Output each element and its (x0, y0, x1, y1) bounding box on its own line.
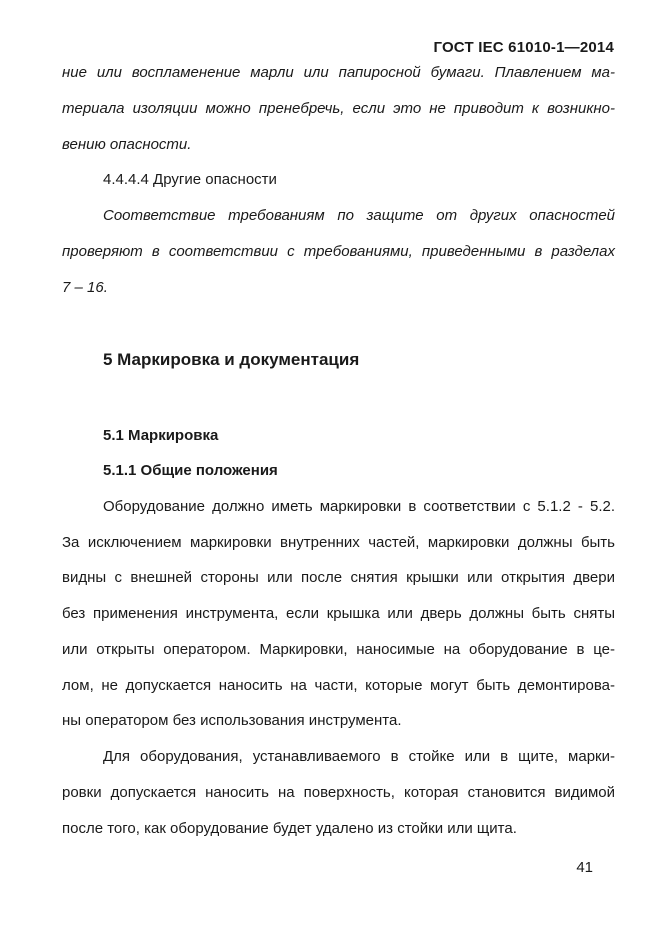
text-line: 7 – 16. (62, 279, 108, 296)
section-heading: 5 Маркировка и документация (103, 350, 360, 369)
text-line: ны оператором без использования инструмента. (62, 712, 402, 729)
text-line: без применения инструмента, если крышка или дверь должны быть сняты (62, 605, 615, 622)
text-line: Для оборудования, устанавливаемого в стойке или в щите, марки- (103, 748, 615, 765)
page-number: 41 (576, 859, 593, 876)
text-line: ровки допускается наносить на поверхность, которая становится видимой (62, 784, 615, 801)
text-line: проверяют в соответствии с требованиями, приведенными в разделах (62, 243, 615, 260)
subsection-heading: 5.1.1 Общие положения (103, 462, 278, 479)
subsection-heading: 5.1 Маркировка (103, 427, 219, 444)
text-line: Соответствие требованиям по защите от других опасностей (103, 207, 615, 224)
clause-heading: 4.4.4.4 Другие опасности (103, 171, 277, 188)
text-line: вению опасности. (62, 136, 192, 153)
text-line: лом, не допускается наносить на части, которые могут быть демонтирова- (62, 677, 615, 694)
text-line: после того, как оборудование будет удалено из стойки или щита. (62, 820, 517, 837)
text-line: териала изоляции можно пренебречь, если это не приводит к возникно- (62, 100, 615, 117)
text-line: ние или воспламенение марли или папиросной бумаги. Плавлением ма- (62, 64, 615, 81)
text-line: или открыты оператором. Маркировки, наносимые на оборудование в це- (62, 641, 615, 658)
standard-title: ГОСТ IEC 61010-1—2014 (433, 39, 614, 56)
text-line: Оборудование должно иметь маркировки в соответствии с 5.1.2 - 5.2. (103, 498, 615, 515)
text-line: За исключением маркировки внутренних частей, маркировки должны быть (62, 534, 615, 551)
text-line: видны с внешней стороны или после снятия крышки или открытия двери (62, 569, 615, 586)
